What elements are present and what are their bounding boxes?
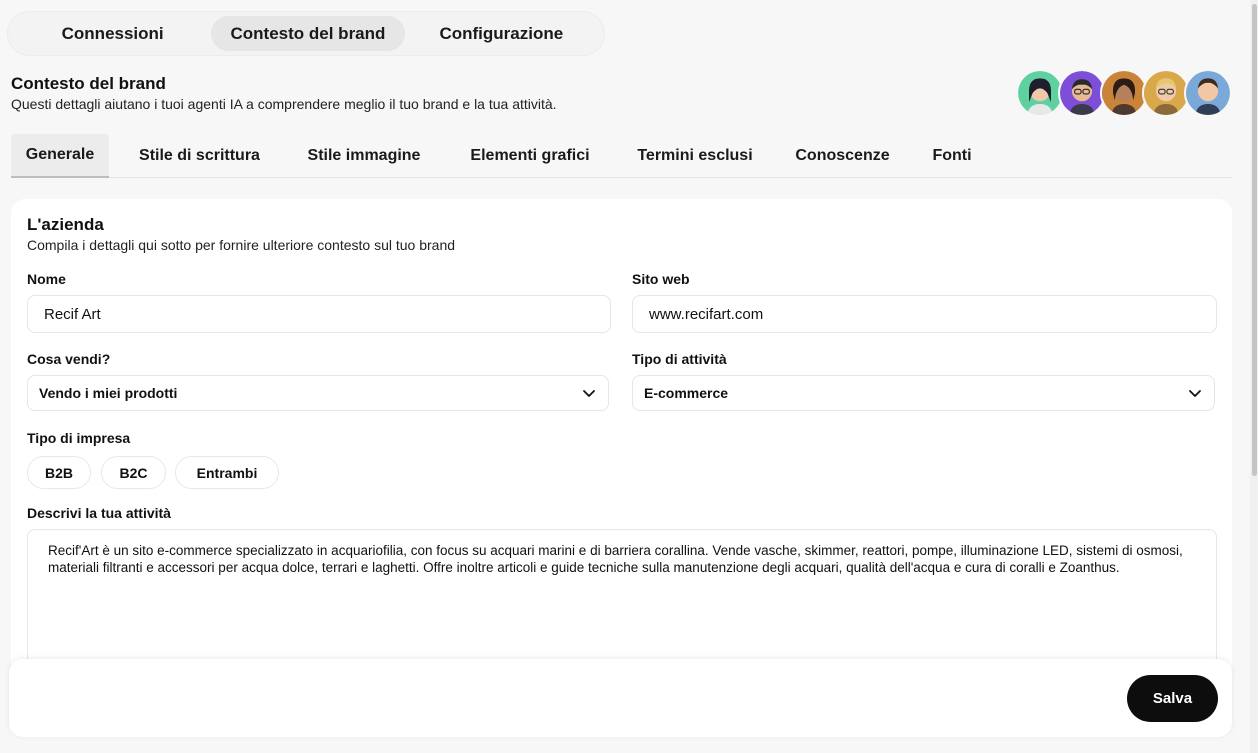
save-button[interactable]: Salva (1127, 675, 1218, 722)
card-subtitle: Compila i dettagli qui sotto per fornire ulteriore contesto sul tuo brand (27, 237, 456, 253)
option-b2b[interactable]: B2B (27, 456, 91, 489)
tab-contesto-del-brand[interactable]: Contesto del brand (211, 16, 404, 51)
avatar (1100, 69, 1148, 117)
tab-generale[interactable]: Generale (11, 134, 109, 178)
description-textarea[interactable]: Recif'Art è un sito e-commerce specializzato in acquariofilia, con focus su acquari marini e di barriera corallina. Vende vasche, skimmer, reattori, pompe, illuminazione LED, sistemi di osmosi, materiali filtranti e accessori per acqua dolce, terrari e laghetti. Offre inoltre articoli e guide tecniche sulla manutenzione degli acquari, qualità dell'acqua e cura di coralli e Zoanthus. (27, 529, 1217, 679)
tab-connessioni[interactable]: Connessioni (61, 23, 164, 43)
description-label: Descrivi la tua attività (27, 505, 171, 521)
website-input[interactable]: www.recifart.com (632, 295, 1217, 333)
scrollbar-thumb[interactable] (1252, 4, 1257, 476)
activity-type-select-value: E-commerce (644, 385, 729, 401)
tab-stile-di-scrittura[interactable]: Stile di scrittura (139, 147, 260, 164)
website-label: Sito web (632, 271, 690, 287)
page-subtitle: Questi dettagli aiutano i tuoi agenti IA a comprendere meglio il tuo brand e la tua attività. (11, 96, 557, 112)
tab-termini-esclusi[interactable]: Termini esclusi (637, 147, 753, 164)
avatar (1184, 69, 1232, 117)
avatar (1016, 69, 1064, 117)
sell-select-value: Vendo i miei prodotti (39, 385, 178, 401)
chevron-down-icon (581, 385, 597, 401)
tab-fonti[interactable]: Fonti (932, 147, 972, 164)
page-title: Contesto del brand (11, 74, 166, 93)
activity-type-label: Tipo di attività (632, 351, 727, 367)
avatar (1142, 69, 1190, 117)
chevron-down-icon (1187, 385, 1203, 401)
option-b2c[interactable]: B2C (101, 456, 166, 489)
sell-label: Cosa vendi? (27, 351, 111, 367)
footer-bar (9, 659, 1232, 737)
sub-tab-bar (11, 134, 1232, 178)
tab-conoscenze[interactable]: Conoscenze (795, 147, 890, 164)
name-label: Nome (27, 271, 66, 287)
activity-type-select[interactable] (632, 375, 1215, 411)
tab-elementi-grafici[interactable]: Elementi grafici (470, 147, 590, 164)
sell-select[interactable] (27, 375, 609, 411)
company-type-label: Tipo di impresa (27, 430, 131, 446)
scrollbar[interactable] (1250, 0, 1258, 753)
name-input[interactable]: Recif Art (27, 295, 611, 333)
tab-configurazione[interactable]: Configurazione (439, 23, 564, 43)
option-entrambi[interactable]: Entrambi (175, 456, 279, 489)
avatar (1058, 69, 1106, 117)
tab-stile-immagine[interactable]: Stile immagine (307, 147, 421, 164)
top-tab-bar (7, 11, 605, 56)
company-card (11, 199, 1232, 679)
card-title: L'azienda (27, 215, 104, 234)
agent-avatars (1016, 69, 1236, 117)
